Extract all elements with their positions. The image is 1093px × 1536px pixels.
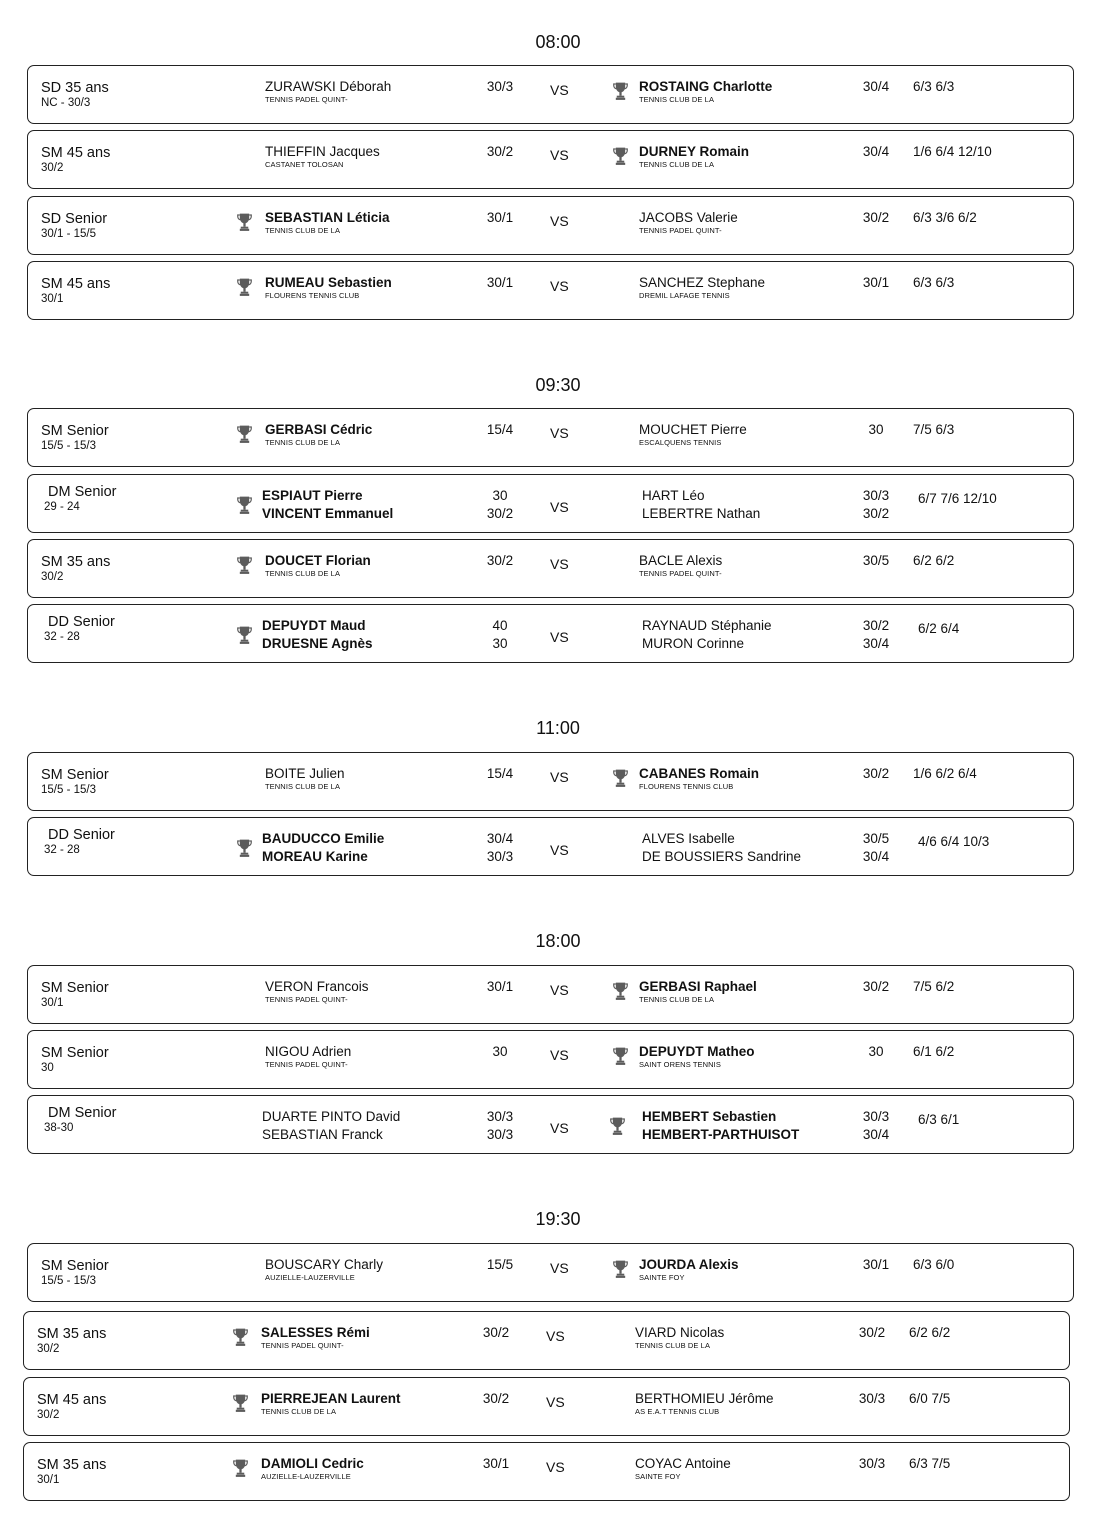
right-player-club: TENNIS CLUB DE LA bbox=[639, 95, 715, 104]
match-category: SM 35 ans bbox=[37, 1457, 107, 1473]
right-player-name: JACOBS Valerie bbox=[639, 210, 738, 225]
right-player-rank: 30/3 bbox=[858, 1391, 886, 1406]
left-player-rank: 15/5 bbox=[486, 1257, 514, 1272]
versus-label: VS bbox=[550, 1260, 569, 1276]
right-player-rank: 30/4 bbox=[862, 144, 890, 159]
right-player-rank: 30/2 bbox=[862, 618, 890, 633]
right-player-rank: 30/2 bbox=[862, 506, 890, 521]
left-player-rank: 30/3 bbox=[486, 79, 514, 94]
left-player-name: DOUCET Florian bbox=[265, 553, 371, 568]
left-player-rank: 30/3 bbox=[486, 1109, 514, 1124]
left-player-name: DEPUYDT Maud bbox=[262, 618, 366, 633]
match-card bbox=[23, 1377, 1070, 1436]
rank-range: 30/1 bbox=[37, 1474, 60, 1486]
versus-label: VS bbox=[546, 1394, 565, 1410]
left-player-name: RUMEAU Sebastien bbox=[265, 275, 392, 290]
match-score: 6/3 6/3 bbox=[913, 275, 955, 290]
left-player-rank: 30/1 bbox=[482, 1456, 510, 1471]
match-category: SM Senior bbox=[41, 767, 109, 783]
right-player-name: LEBERTRE Nathan bbox=[642, 506, 761, 521]
left-player-club: CASTANET TOLOSAN bbox=[265, 160, 344, 169]
right-player-name: DURNEY Romain bbox=[639, 144, 750, 159]
right-player-name: GERBASI Raphael bbox=[639, 979, 757, 994]
versus-label: VS bbox=[550, 278, 569, 294]
left-player-rank: 30 bbox=[492, 488, 508, 503]
rank-range: 30/2 bbox=[41, 162, 64, 174]
right-player-club: SAINTE FOY bbox=[635, 1472, 681, 1481]
left-player-club: TENNIS PADEL QUINT- bbox=[265, 95, 348, 104]
versus-label: VS bbox=[550, 82, 569, 98]
left-player-name: ZURAWSKI Déborah bbox=[265, 79, 392, 94]
right-player-name: MOUCHET Pierre bbox=[639, 422, 747, 437]
versus-label: VS bbox=[550, 425, 569, 441]
rank-range: NC - 30/3 bbox=[41, 97, 91, 109]
left-player-rank: 30/2 bbox=[486, 553, 514, 568]
trophy-icon bbox=[237, 277, 252, 302]
left-player-club: TENNIS PADEL QUINT- bbox=[265, 1060, 348, 1069]
right-player-name: ROSTAING Charlotte bbox=[639, 79, 773, 94]
match-category: SM Senior bbox=[41, 423, 109, 439]
trophy-icon bbox=[237, 625, 252, 650]
right-player-club: TENNIS CLUB DE LA bbox=[639, 160, 715, 169]
right-player-club: TENNIS PADEL QUINT- bbox=[639, 226, 722, 235]
left-player-club: TENNIS PADEL QUINT- bbox=[265, 995, 348, 1004]
right-player-name: RAYNAUD Stéphanie bbox=[642, 618, 772, 633]
rank-range: 30/2 bbox=[37, 1343, 60, 1355]
match-score: 6/2 6/4 bbox=[918, 621, 960, 636]
left-player-rank: 30/2 bbox=[486, 144, 514, 159]
left-player-name: DAMIOLI Cedric bbox=[261, 1456, 364, 1471]
left-player-club: FLOURENS TENNIS CLUB bbox=[265, 291, 360, 300]
match-category: SM Senior bbox=[41, 1045, 109, 1061]
match-card bbox=[27, 817, 1074, 876]
right-player-name: ALVES Isabelle bbox=[642, 831, 735, 846]
left-player-name: PIERREJEAN Laurent bbox=[261, 1391, 401, 1406]
match-score: 6/3 6/0 bbox=[913, 1257, 955, 1272]
left-player-rank: 30/2 bbox=[482, 1325, 510, 1340]
right-player-rank: 30 bbox=[868, 1044, 884, 1059]
right-player-rank: 30/3 bbox=[858, 1456, 886, 1471]
left-player-rank: 30/2 bbox=[482, 1391, 510, 1406]
right-player-rank: 30 bbox=[868, 422, 884, 437]
right-player-club: AS E.A.T TENNIS CLUB bbox=[635, 1407, 720, 1416]
trophy-icon bbox=[237, 495, 252, 520]
left-player-rank: 40 bbox=[492, 618, 508, 633]
versus-label: VS bbox=[550, 499, 569, 515]
match-card bbox=[27, 752, 1074, 811]
versus-label: VS bbox=[550, 769, 569, 785]
rank-range: 30/1 - 15/5 bbox=[41, 228, 96, 240]
trophy-icon bbox=[613, 1046, 628, 1071]
right-player-name: DEPUYDT Matheo bbox=[639, 1044, 755, 1059]
right-player-club: DREMIL LAFAGE TENNIS bbox=[639, 291, 730, 300]
right-player-name: JOURDA Alexis bbox=[639, 1257, 739, 1272]
versus-label: VS bbox=[546, 1328, 565, 1344]
match-score: 6/7 7/6 12/10 bbox=[918, 491, 997, 506]
match-card bbox=[27, 604, 1074, 663]
match-category: SD 35 ans bbox=[41, 80, 109, 96]
match-card bbox=[27, 1243, 1074, 1302]
time-slot-heading: 08:00 bbox=[535, 32, 581, 52]
right-player-rank: 30/3 bbox=[862, 1109, 890, 1124]
left-player-rank: 15/4 bbox=[486, 422, 514, 437]
match-score: 6/0 7/5 bbox=[909, 1391, 951, 1406]
match-category: DD Senior bbox=[48, 827, 115, 843]
match-category: SM Senior bbox=[41, 1258, 109, 1274]
right-player-rank: 30/1 bbox=[862, 1257, 890, 1272]
match-category: SM 45 ans bbox=[37, 1392, 107, 1408]
match-score: 1/6 6/4 12/10 bbox=[913, 144, 992, 159]
match-score: 7/5 6/2 bbox=[913, 979, 955, 994]
match-score: 6/1 6/2 bbox=[913, 1044, 955, 1059]
trophy-icon bbox=[233, 1327, 248, 1352]
time-slot-heading: 09:30 bbox=[535, 375, 581, 395]
match-card bbox=[27, 539, 1074, 598]
right-player-club: SAINT ORENS TENNIS bbox=[639, 1060, 721, 1069]
trophy-icon bbox=[613, 768, 628, 793]
trophy-icon bbox=[237, 838, 252, 863]
time-slot-heading: 19:30 bbox=[535, 1209, 581, 1229]
left-player-name: NIGOU Adrien bbox=[265, 1044, 352, 1059]
left-player-club: TENNIS CLUB DE LA bbox=[265, 226, 341, 235]
left-player-name: VINCENT Emmanuel bbox=[262, 506, 394, 521]
right-player-rank: 30/2 bbox=[858, 1325, 886, 1340]
left-player-name: DUARTE PINTO David bbox=[262, 1109, 401, 1124]
right-player-rank: 30/2 bbox=[862, 210, 890, 225]
versus-label: VS bbox=[550, 147, 569, 163]
trophy-icon bbox=[613, 1259, 628, 1284]
left-player-club: AUZIELLE-LAUZERVILLE bbox=[265, 1273, 355, 1282]
left-player-name: SALESSES Rémi bbox=[261, 1325, 370, 1340]
left-player-name: ESPIAUT Pierre bbox=[262, 488, 363, 503]
right-player-rank: 30/2 bbox=[862, 766, 890, 781]
left-player-club: TENNIS CLUB DE LA bbox=[261, 1407, 337, 1416]
right-player-club: TENNIS CLUB DE LA bbox=[635, 1341, 711, 1350]
versus-label: VS bbox=[550, 842, 569, 858]
left-player-rank: 15/4 bbox=[486, 766, 514, 781]
rank-range: 30/2 bbox=[37, 1409, 60, 1421]
right-player-name: SANCHEZ Stephane bbox=[639, 275, 766, 290]
left-player-club: TENNIS CLUB DE LA bbox=[265, 782, 341, 791]
match-card bbox=[27, 130, 1074, 189]
right-player-name: BACLE Alexis bbox=[639, 553, 723, 568]
time-slot-heading: 18:00 bbox=[535, 931, 581, 951]
left-player-name: SEBASTIAN Léticia bbox=[265, 210, 390, 225]
right-player-name: HART Léo bbox=[642, 488, 705, 503]
versus-label: VS bbox=[550, 213, 569, 229]
match-category: SM 35 ans bbox=[41, 554, 111, 570]
match-card bbox=[27, 65, 1074, 124]
rank-range: 32 - 28 bbox=[44, 631, 80, 643]
match-score: 6/3 6/1 bbox=[918, 1112, 960, 1127]
match-category: SM 45 ans bbox=[41, 145, 111, 161]
versus-label: VS bbox=[550, 629, 569, 645]
left-player-name: VERON Francois bbox=[265, 979, 369, 994]
match-score: 6/3 3/6 6/2 bbox=[913, 210, 977, 225]
match-score: 6/2 6/2 bbox=[913, 553, 955, 568]
rank-range: 29 - 24 bbox=[44, 501, 80, 513]
left-player-name: BOUSCARY Charly bbox=[265, 1257, 384, 1272]
right-player-rank: 30/2 bbox=[862, 979, 890, 994]
versus-label: VS bbox=[546, 1459, 565, 1475]
match-card bbox=[27, 408, 1074, 467]
left-player-name: MOREAU Karine bbox=[262, 849, 368, 864]
match-score: 4/6 6/4 10/3 bbox=[918, 834, 990, 849]
right-player-rank: 30/1 bbox=[862, 275, 890, 290]
right-player-name: HEMBERT-PARTHUISOT bbox=[642, 1127, 800, 1142]
versus-label: VS bbox=[550, 1047, 569, 1063]
left-player-name: SEBASTIAN Franck bbox=[262, 1127, 383, 1142]
left-player-name: THIEFFIN Jacques bbox=[265, 144, 380, 159]
versus-label: VS bbox=[550, 556, 569, 572]
match-category: SM 45 ans bbox=[41, 276, 111, 292]
match-score: 6/2 6/2 bbox=[909, 1325, 951, 1340]
match-card bbox=[23, 1311, 1070, 1370]
rank-range: 38-30 bbox=[44, 1122, 74, 1134]
trophy-icon bbox=[233, 1458, 248, 1483]
trophy-icon bbox=[613, 146, 628, 171]
match-card bbox=[27, 196, 1074, 255]
match-category: SD Senior bbox=[41, 211, 108, 227]
left-player-rank: 30/1 bbox=[486, 979, 514, 994]
left-player-club: TENNIS CLUB DE LA bbox=[265, 569, 341, 578]
versus-label: VS bbox=[550, 982, 569, 998]
match-card bbox=[27, 474, 1074, 533]
rank-range: 30 bbox=[41, 1062, 54, 1074]
rank-range: 32 - 28 bbox=[44, 844, 80, 856]
left-player-name: BOITE Julien bbox=[265, 766, 345, 781]
right-player-rank: 30/4 bbox=[862, 1127, 890, 1142]
left-player-club: TENNIS CLUB DE LA bbox=[265, 438, 341, 447]
trophy-icon bbox=[613, 81, 628, 106]
right-player-rank: 30/4 bbox=[862, 79, 890, 94]
right-player-name: DE BOUSSIERS Sandrine bbox=[642, 849, 802, 864]
right-player-club: SAINTE FOY bbox=[639, 1273, 685, 1282]
left-player-rank: 30/4 bbox=[486, 831, 514, 846]
trophy-icon bbox=[237, 212, 252, 237]
match-category: DD Senior bbox=[48, 614, 115, 630]
match-card bbox=[27, 1030, 1074, 1089]
left-player-club: AUZIELLE-LAUZERVILLE bbox=[261, 1472, 351, 1481]
match-score: 7/5 6/3 bbox=[913, 422, 955, 437]
right-player-name: HEMBERT Sebastien bbox=[642, 1109, 777, 1124]
match-category: SM Senior bbox=[41, 980, 109, 996]
left-player-rank: 30/3 bbox=[486, 849, 514, 864]
left-player-club: TENNIS PADEL QUINT- bbox=[261, 1341, 344, 1350]
match-card bbox=[23, 1442, 1070, 1501]
match-card bbox=[27, 965, 1074, 1024]
right-player-name: CABANES Romain bbox=[639, 766, 760, 781]
right-player-club: FLOURENS TENNIS CLUB bbox=[639, 782, 734, 791]
right-player-name: MURON Corinne bbox=[642, 636, 745, 651]
right-player-club: TENNIS PADEL QUINT- bbox=[639, 569, 722, 578]
left-player-rank: 30/2 bbox=[486, 506, 514, 521]
right-player-rank: 30/4 bbox=[862, 849, 890, 864]
trophy-icon bbox=[610, 1116, 625, 1141]
trophy-icon bbox=[613, 981, 628, 1006]
match-category: DM Senior bbox=[48, 484, 117, 500]
trophy-icon bbox=[237, 424, 252, 449]
match-category: DM Senior bbox=[48, 1105, 117, 1121]
rank-range: 15/5 - 15/3 bbox=[41, 784, 96, 796]
rank-range: 30/1 bbox=[41, 997, 64, 1009]
match-score: 6/3 6/3 bbox=[913, 79, 955, 94]
right-player-club: TENNIS CLUB DE LA bbox=[639, 995, 715, 1004]
trophy-icon bbox=[237, 555, 252, 580]
match-score: 6/3 7/5 bbox=[909, 1456, 951, 1471]
rank-range: 15/5 - 15/3 bbox=[41, 440, 96, 452]
right-player-rank: 30/5 bbox=[862, 553, 890, 568]
rank-range: 30/2 bbox=[41, 571, 64, 583]
left-player-rank: 30/1 bbox=[486, 275, 514, 290]
versus-label: VS bbox=[550, 1120, 569, 1136]
right-player-rank: 30/5 bbox=[862, 831, 890, 846]
match-category: SM 35 ans bbox=[37, 1326, 107, 1342]
match-card bbox=[27, 1095, 1074, 1154]
left-player-rank: 30/1 bbox=[486, 210, 514, 225]
left-player-rank: 30/3 bbox=[486, 1127, 514, 1142]
rank-range: 30/1 bbox=[41, 293, 64, 305]
left-player-rank: 30 bbox=[492, 1044, 508, 1059]
left-player-name: BAUDUCCO Emilie bbox=[262, 831, 385, 846]
right-player-name: VIARD Nicolas bbox=[635, 1325, 725, 1340]
rank-range: 15/5 - 15/3 bbox=[41, 1275, 96, 1287]
left-player-name: GERBASI Cédric bbox=[265, 422, 373, 437]
match-score: 1/6 6/2 6/4 bbox=[913, 766, 977, 781]
right-player-name: BERTHOMIEU Jérôme bbox=[635, 1391, 774, 1406]
time-slot-heading: 11:00 bbox=[536, 718, 580, 738]
right-player-club: ESCALQUENS TENNIS bbox=[639, 438, 722, 447]
right-player-rank: 30/4 bbox=[862, 636, 890, 651]
match-card bbox=[27, 261, 1074, 320]
left-player-name: DRUESNE Agnès bbox=[262, 636, 373, 651]
right-player-rank: 30/3 bbox=[862, 488, 890, 503]
right-player-name: COYAC Antoine bbox=[635, 1456, 731, 1471]
left-player-rank: 30 bbox=[492, 636, 508, 651]
trophy-icon bbox=[233, 1393, 248, 1418]
